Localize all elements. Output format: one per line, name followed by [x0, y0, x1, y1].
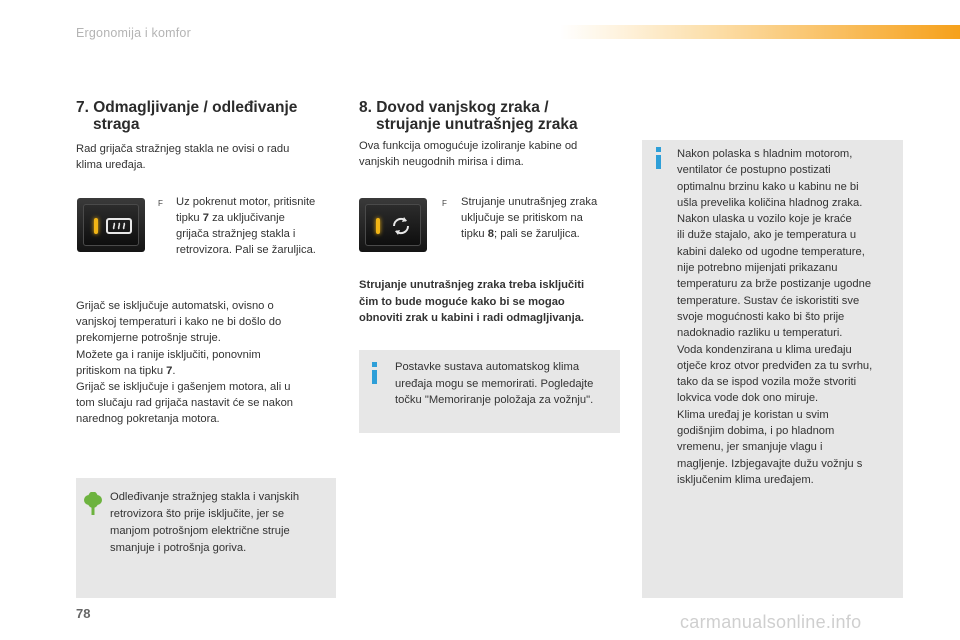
info-icon [368, 362, 382, 384]
section8-title-line2: strujanje unutrašnjeg zraka [376, 116, 578, 133]
instruction-line [176, 210, 316, 226]
button-face [83, 204, 139, 246]
section8-instruction [461, 194, 597, 242]
note-line: temperature. Sustav će iskoristiti sve [677, 294, 860, 307]
eco-tree-icon [83, 492, 103, 516]
note-line: optimalnu brzinu kako u kabinu ne bi [677, 180, 859, 193]
note-line: ventilator će postupno postizati [677, 164, 831, 177]
section8-title-line1: 8. Dovod vanjskog zraka / [359, 99, 549, 116]
note-line: lokvica vode dok ono miruje. [677, 392, 819, 405]
info-icon [652, 147, 666, 169]
body-line: Možete ga i ranije isključiti, ponovnim [76, 348, 261, 361]
note-line: Postavke sustava automatskog klima [395, 361, 580, 373]
warning-line: čim to bude moguće kako bi se mogao [359, 295, 565, 308]
note-line: nadoknadio razliku u temperaturi. [677, 327, 843, 340]
info-note-text [395, 359, 593, 409]
note-line: manjom potrošnjom električne struje [110, 525, 290, 537]
side-note-text [677, 146, 872, 488]
section8-intro-line: vanjskih neugodnih mirisa i dima. [359, 156, 524, 169]
air-recirculation-button-image [359, 198, 427, 252]
warning-line: Strujanje unutrašnjeg zraka treba isključiti [359, 279, 585, 291]
instruction-line: uključuje se pritiskom na [461, 212, 583, 224]
note-line: Klima uređaj je koristan u svim [677, 408, 829, 421]
note-line: Odleđivanje stražnjeg stakla i vanjskih [110, 491, 300, 503]
note-line: Voda kondenzirana u klima uređaju [677, 343, 852, 356]
watermark: carmanualsonline.info [680, 612, 862, 632]
info-note-box [359, 350, 620, 433]
instruction-line: Uz pokrenut motor, pritisnite [176, 196, 316, 208]
page-number: 78 [76, 606, 91, 621]
instruction-line: retrovizora. Pali se žaruljica. [176, 244, 316, 256]
note-line: otječe kroz otvor predviđen za tu svrhu, [677, 359, 873, 372]
eco-note-box [76, 478, 336, 598]
section7-intro-line: Rad grijača stražnjeg stakla ne ovisi o radu [76, 143, 290, 155]
section8-intro-line: Ova funkcija omogućuje izoliranje kabine od [359, 140, 578, 152]
note-line: ili duže stajalo, ako je temperatura u [677, 229, 857, 242]
body-line: vanjskoj temperaturi i kako ne bi došlo do [76, 316, 282, 329]
indicator-led [94, 218, 98, 234]
body-line: Grijač se isključuje automatski, ovisno o [76, 300, 274, 312]
note-line: točku "Memoriranje položaja za vožnju". [395, 394, 594, 406]
section8-title [359, 99, 578, 133]
body-line: prekomjerne potrošnje struje. [76, 332, 221, 345]
rear-defrost-button-image [77, 198, 145, 252]
indicator-led [376, 218, 380, 234]
note-line: magljenje. Izbjegavajte dužu vožnju s [677, 457, 863, 470]
note-line: kabini daleko od ugodne temperature, [677, 245, 865, 258]
bullet-symbol: F [442, 199, 447, 208]
note-line: svoje mogućnosti kako bi što prije [677, 310, 845, 323]
section7-intro-line: klima uređaja. [76, 159, 146, 172]
side-info-note-box [642, 140, 903, 598]
section7-instruction [176, 194, 316, 258]
body-line: tom slučaju rad grijača nastavit će se nakon [76, 397, 294, 410]
section7-body [76, 298, 293, 428]
body-line: pritiskom na tipku 7. [76, 364, 176, 377]
section7-title [76, 99, 297, 133]
note-line: Nakon ulaska u vozilo koje je kraće [677, 213, 852, 226]
note-line: tako da se ispod vozila može stvoriti [677, 376, 857, 389]
button-face [365, 204, 421, 246]
note-line: vremenu, jer smanjuje vlagu i [677, 441, 823, 454]
instruction-line: grijača stražnjeg stakla i [176, 228, 296, 240]
instruction-line: tipku 8; pali se žaruljica. [461, 228, 580, 240]
note-line: uređaja mogu se memorirati. Pogledajte [395, 377, 594, 390]
section8-intro [359, 138, 577, 170]
note-line: temperaturu za brže postizanje ugodne [677, 278, 872, 291]
note-line: godišnjim dobima, i po hladnom [677, 425, 835, 438]
note-line: Nakon polaska s hladnim motorom, [677, 148, 853, 160]
section8-warning [359, 277, 584, 327]
section7-title-line2: straga [93, 116, 140, 133]
body-line: narednog pokretanja motora. [76, 413, 220, 426]
section7-intro [76, 141, 289, 173]
body-line: Grijač se isključuje i gašenjem motora, ali u [76, 381, 291, 394]
chapter-color-bar [560, 25, 960, 39]
note-line: retrovizora što prije isključite, jer se [110, 508, 285, 520]
note-line: smanjuje i potrošnja goriva. [110, 542, 247, 554]
rear-defrost-icon [104, 215, 134, 239]
eco-note-text [110, 489, 299, 557]
warning-line: obnoviti zrak u kabini i radi odmagljivanja. [359, 312, 585, 324]
air-recirculation-icon [388, 213, 414, 239]
note-line: ušla prevelika količina hladnog zraka. [677, 196, 863, 209]
bullet-symbol: F [158, 199, 163, 208]
note-line: isključenim klima uređajem. [677, 473, 814, 486]
note-line: nije potrebno mijenjati prikazanu [677, 262, 838, 275]
instruction-line: Strujanje unutrašnjeg zraka [461, 196, 598, 208]
instruction-text: tipku 7 za uključivanje [176, 212, 285, 224]
chapter-title: Ergonomija i komfor [76, 26, 191, 40]
section7-title-line1: 7. Odmagljivanje / odleđivanje [76, 99, 298, 116]
